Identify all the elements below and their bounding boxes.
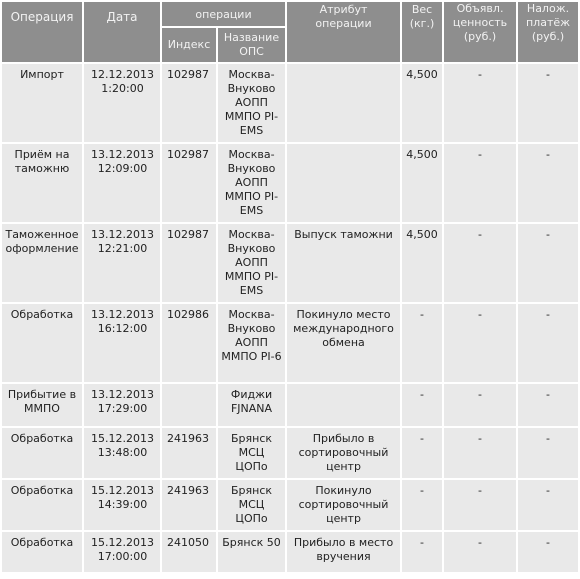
cell-cod: - [518,532,578,572]
cell-weight: - [402,384,442,426]
cell-date: 13.12.2013 17:29:00 [84,384,160,426]
cell-weight: 4,500 [402,144,442,222]
cell-cod: - [518,480,578,530]
cell-date: 15.12.2013 13:48:00 [84,428,160,478]
cell-attribute [287,384,400,426]
cell-weight: - [402,480,442,530]
table-row [2,384,578,426]
cell-cod: - [518,428,578,478]
cell-declared-value: - [444,224,516,302]
table-row [2,224,578,302]
cell-declared-value: - [444,480,516,530]
header-row-top [2,2,578,26]
cell-attribute: Покинуло сортировочный центр [287,480,400,530]
table-row [2,144,578,222]
header-attribute: Атрибут операции [287,2,400,62]
cell-cod: - [518,384,578,426]
cell-index: 241050 [162,532,216,572]
header-cod: Налож. платёж (руб.) [518,2,578,62]
cell-index: 102987 [162,64,216,142]
cell-cod: - [518,64,578,142]
header-index: Индекс [162,28,216,62]
cell-index: 102987 [162,224,216,302]
cell-ops-name: Москва-Внуково АОПП ММПО PI-6 [218,304,285,382]
cell-attribute: Покинуло место международного обмена [287,304,400,382]
cell-operation: Таможенное оформление [2,224,82,302]
header-place: операции [162,2,285,26]
cell-declared-value: - [444,428,516,478]
header-declared-value: Объявл. ценность (руб.) [444,2,516,62]
cell-ops-name: Фиджи FJNANA [218,384,285,426]
header-date: Дата [84,2,160,62]
cell-index: 102987 [162,144,216,222]
table-row [2,480,578,530]
cell-cod: - [518,144,578,222]
cell-weight: 4,500 [402,64,442,142]
cell-declared-value: - [444,64,516,142]
cell-ops-name: Брянск МСЦ ЦОПо [218,480,285,530]
cell-operation: Прибытие в ММПО [2,384,82,426]
cell-date: 13.12.2013 12:21:00 [84,224,160,302]
cell-ops-name: Москва-Внуково АОПП ММПО PI-EMS [218,144,285,222]
cell-declared-value: - [444,144,516,222]
cell-ops-name: Москва-Внуково АОПП ММПО PI-EMS [218,224,285,302]
cell-weight: - [402,304,442,382]
cell-weight: 4,500 [402,224,442,302]
cell-date: 15.12.2013 17:00:00 [84,532,160,572]
cell-attribute: Прибыло в место вручения [287,532,400,572]
cell-date: 12.12.2013 1:20:00 [84,64,160,142]
cell-date: 15.12.2013 14:39:00 [84,480,160,530]
cell-operation: Обработка [2,480,82,530]
cell-attribute: Выпуск таможни [287,224,400,302]
cell-operation: Приём на таможню [2,144,82,222]
cell-cod: - [518,224,578,302]
cell-operation: Обработка [2,428,82,478]
cell-date: 13.12.2013 12:09:00 [84,144,160,222]
cell-date: 13.12.2013 16:12:00 [84,304,160,382]
cell-index: 102986 [162,304,216,382]
cell-ops-name: Москва-Внуково АОПП ММПО PI-EMS [218,64,285,142]
cell-operation: Импорт [2,64,82,142]
cell-weight: - [402,532,442,572]
header-weight: Вес (кг.) [402,2,442,62]
cell-operation: Обработка [2,304,82,382]
cell-ops-name: Брянск 50 [218,532,285,572]
cell-weight: - [402,428,442,478]
cell-declared-value: - [444,532,516,572]
cell-operation: Обработка [2,532,82,572]
cell-index [162,384,216,426]
cell-attribute: Прибыло в сортировочный центр [287,428,400,478]
cell-index: 241963 [162,480,216,530]
header-ops-name: Название ОПС [218,28,285,62]
cell-attribute [287,64,400,142]
table-row [2,428,578,478]
cell-index: 241963 [162,428,216,478]
cell-ops-name: Брянск МСЦ ЦОПо [218,428,285,478]
cell-cod: - [518,304,578,382]
cell-declared-value: - [444,304,516,382]
table-row [2,64,578,142]
header-operation: Операция [2,2,82,62]
table-row [2,304,578,382]
cell-attribute [287,144,400,222]
cell-declared-value: - [444,384,516,426]
table-row [2,532,578,572]
